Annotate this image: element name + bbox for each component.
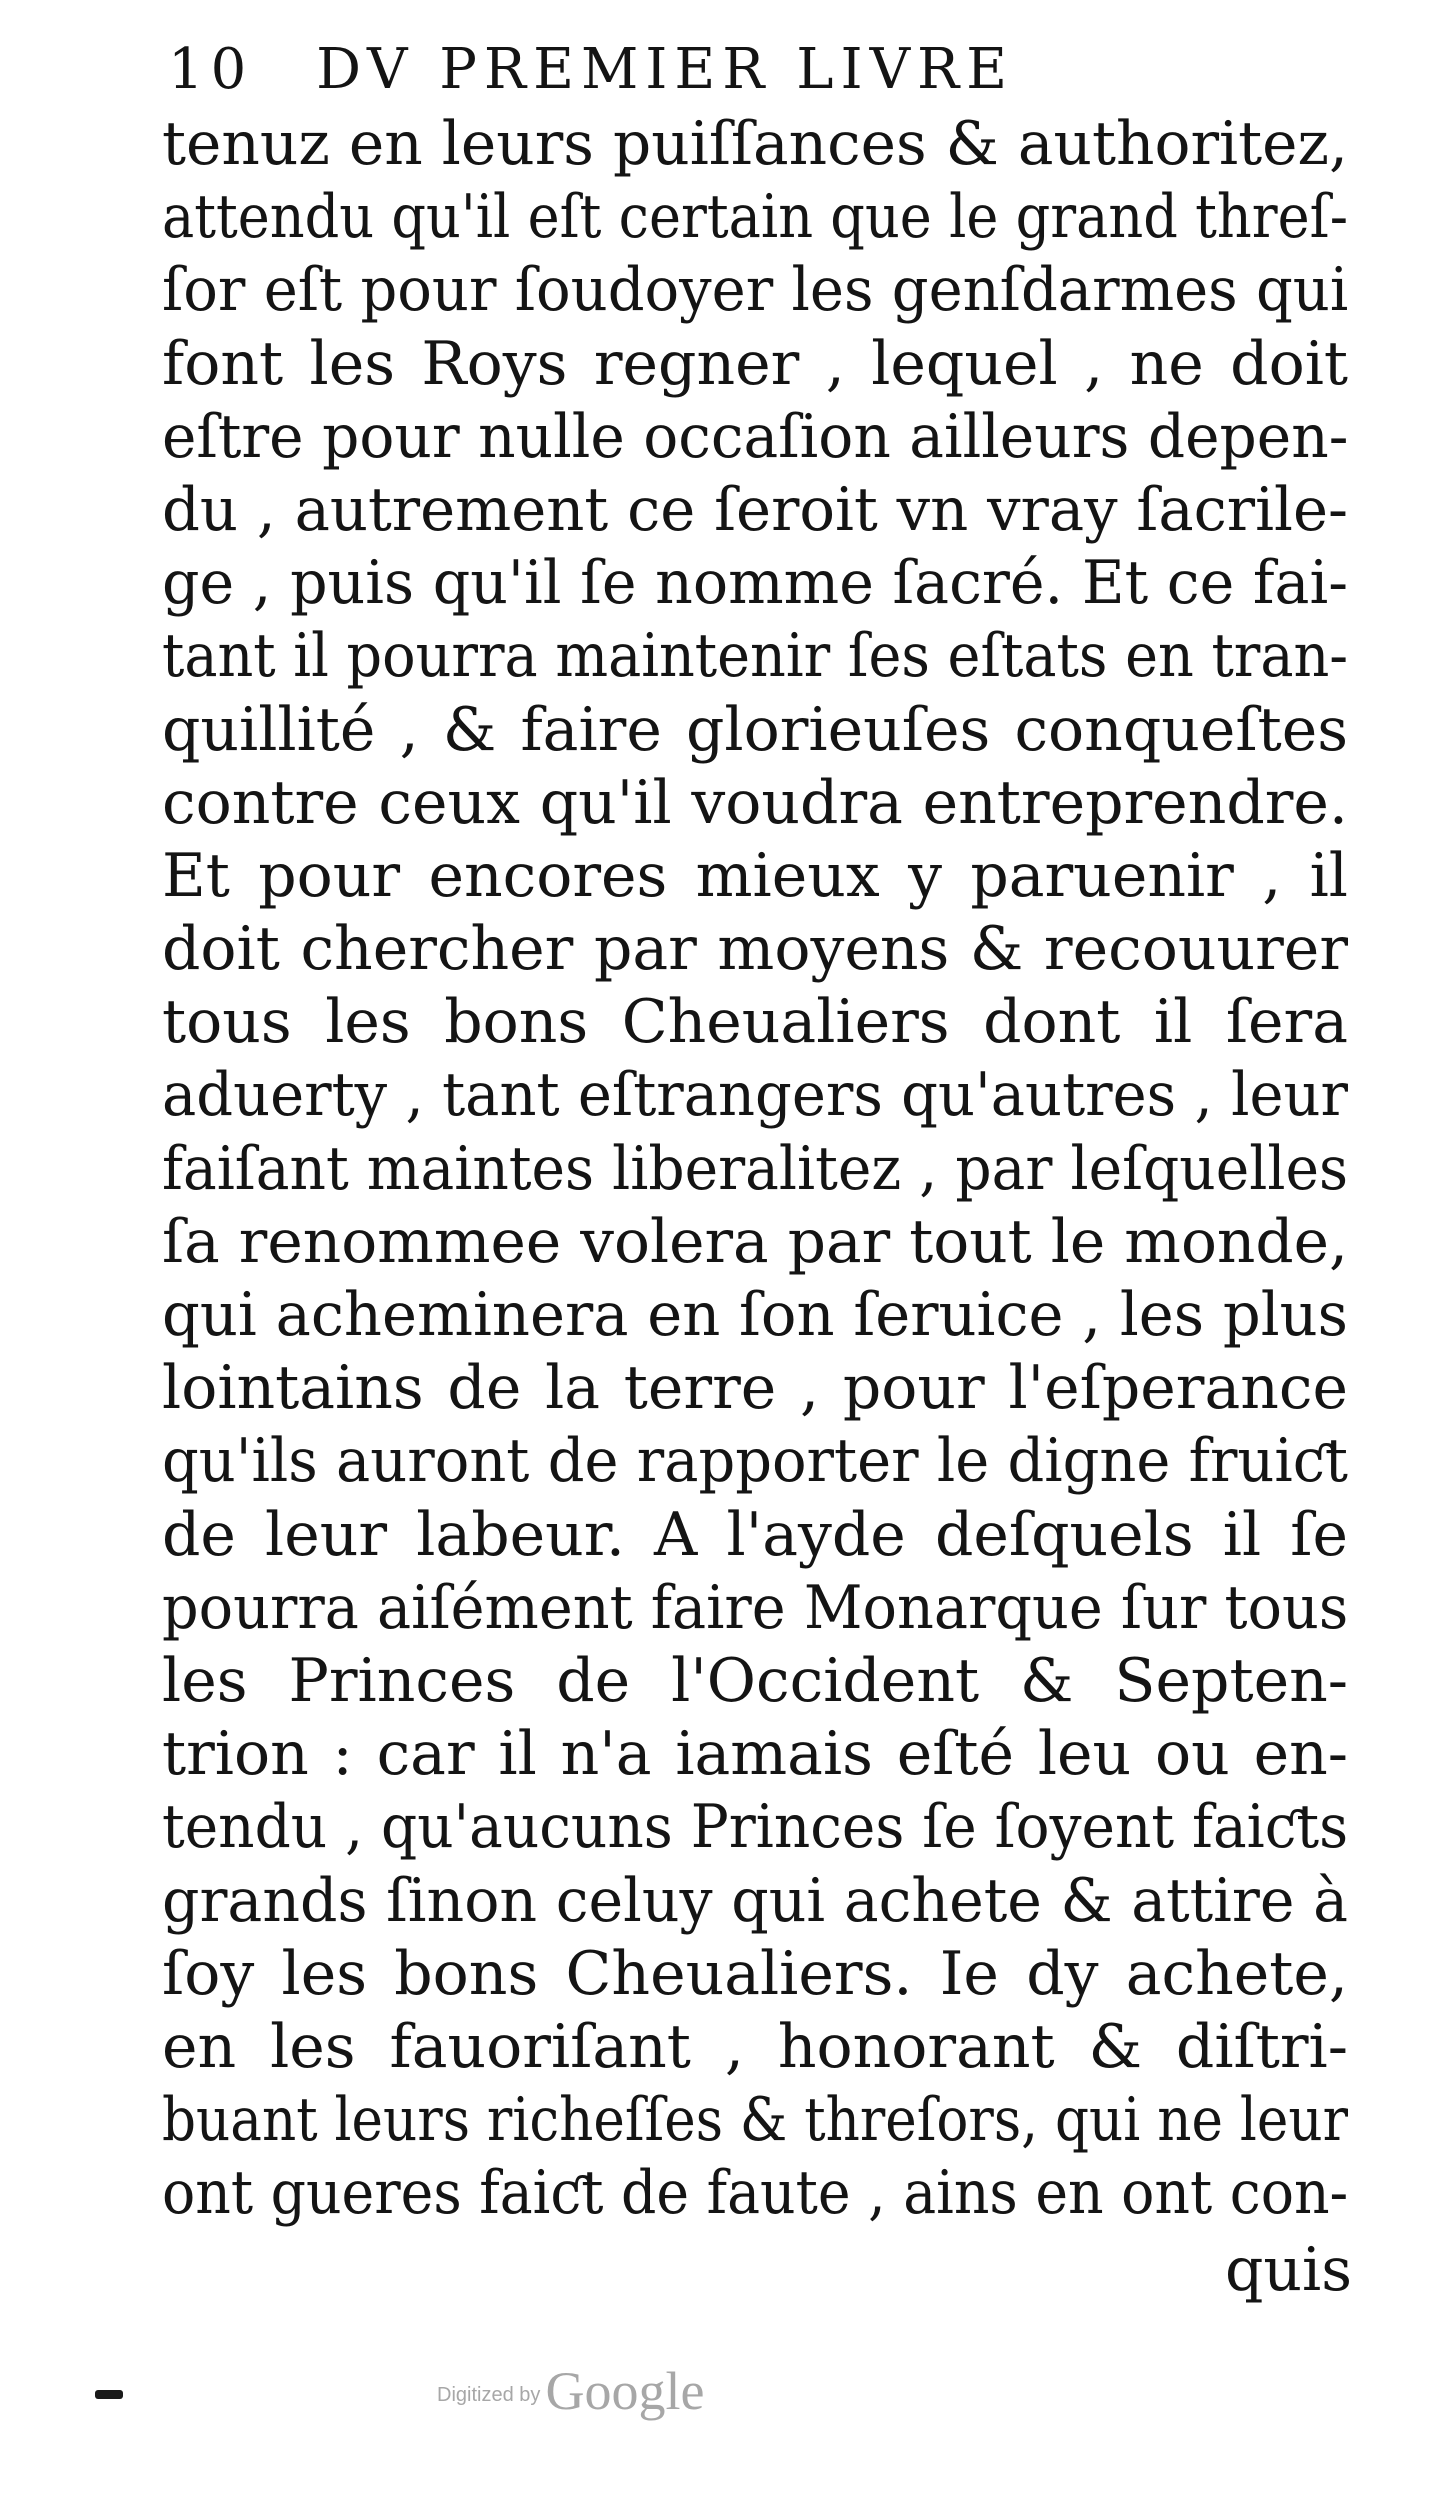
text-line: doit chercher par moyens & recouurer xyxy=(162,914,1348,985)
text-line: en les fauoriſant , honorant & diſtri- xyxy=(162,2011,1348,2082)
text-line: tenuz en leurs puiſſances & authoritez, xyxy=(162,109,1348,179)
running-title: DV PREMIER LIVRE xyxy=(316,37,1015,102)
text-line: font les Roys regner , lequel , ne doit xyxy=(162,328,1348,399)
text-line: Et pour encores mieux y paruenir , il xyxy=(162,840,1348,911)
text-line: qu'ils auront de rapporter le digne fruiƈt xyxy=(162,1426,1348,1497)
text-line: tant il pourra maintenir ſes eſtats en tran- xyxy=(162,621,1348,692)
google-logo: Google xyxy=(545,2361,705,2421)
body-text xyxy=(162,108,1348,2230)
text-line: tendu , qu'aucuns Princes ſe ſoyent faiƈts xyxy=(162,1792,1348,1863)
text-line: eſtre pour nulle occaſion ailleurs depen- xyxy=(162,401,1348,472)
ink-mark xyxy=(95,2390,123,2399)
text-line: grands ſinon celuy qui achete & attire à xyxy=(162,1865,1348,1936)
text-line: ſoy les bons Cheualiers. Ie dy achete, xyxy=(162,1938,1348,2009)
text-line: contre ceux qu'il voudra entreprendre. xyxy=(162,767,1348,838)
text-line: tous les bons Cheualiers dont il ſera xyxy=(162,987,1348,1058)
text-line: faiſant maintes liberalitez , par leſquelles xyxy=(162,1133,1348,1204)
text-line: ſor eſt pour ſoudoyer les genſdarmes qui xyxy=(162,255,1348,326)
catchword: quis xyxy=(1224,2235,1352,2305)
text-line: lointains de la terre , pour l'eſperance xyxy=(162,1353,1348,1424)
text-line: aduerty , tant eſtrangers qu'autres , leur xyxy=(162,1060,1348,1131)
text-line: quillité , & faire glorieuſes conqueſtes xyxy=(162,694,1348,765)
text-line: trion : car il n'a iamais eſté leu ou en- xyxy=(162,1719,1348,1790)
text-line: les Princes de l'Occident & Septen- xyxy=(162,1645,1348,1716)
text-line: pourra aiſément faire Monarque ſur tous xyxy=(162,1572,1348,1643)
text-line: ont gueres faiƈt de faute , ains en ont con- xyxy=(162,2158,1348,2229)
digitization-watermark xyxy=(437,2360,704,2422)
running-header xyxy=(168,37,1368,102)
page-number: 10 xyxy=(168,37,254,102)
text-line: du , autrement ce ſeroit vn vray ſacrile- xyxy=(162,474,1348,545)
text-line: attendu qu'il eſt certain que le grand threſ- xyxy=(162,182,1348,253)
watermark-prefix: Digitized by xyxy=(437,2384,541,2406)
text-line: qui acheminera en ſon ſeruice , les plus xyxy=(162,1280,1348,1350)
text-line: buant leurs richeſſes & threſors, qui ne leur xyxy=(162,2085,1348,2156)
text-line: ſa renommee volera par tout le monde, xyxy=(162,1206,1348,1277)
text-line: de leur labeur. A l'ayde deſquels il ſe xyxy=(162,1499,1348,1570)
text-line: ge , puis qu'il ſe nomme ſacré. Et ce fai- xyxy=(162,548,1348,619)
